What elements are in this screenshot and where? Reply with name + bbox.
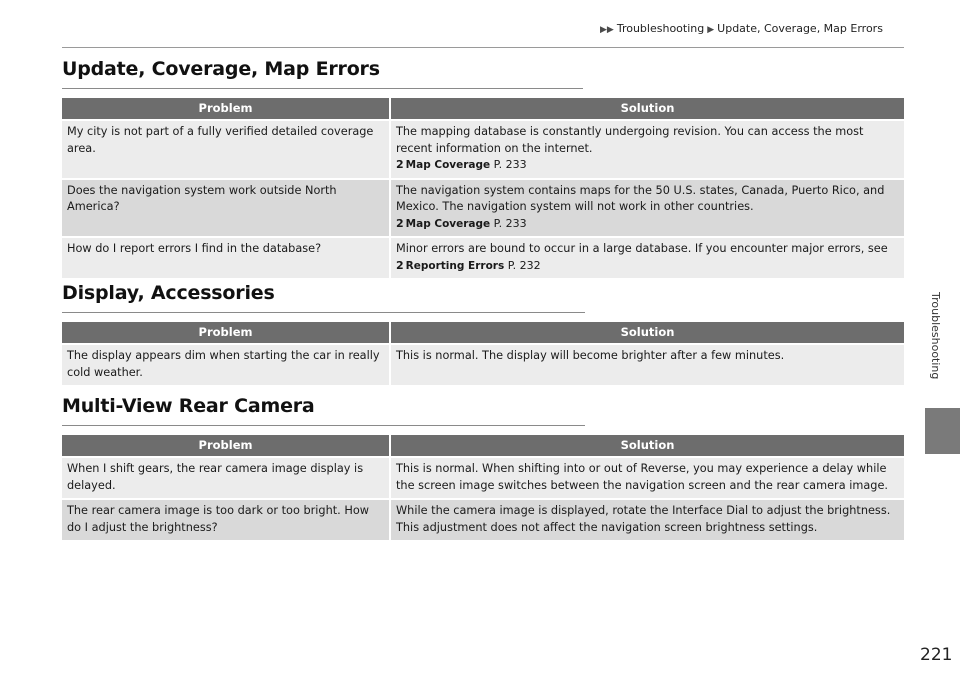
reference-arrow-icon: 2 (396, 158, 404, 171)
table-row (62, 120, 904, 179)
section-title-divider (62, 88, 583, 89)
cross-reference-link[interactable] (396, 258, 899, 275)
solution-cell (390, 120, 904, 179)
header-divider (62, 47, 904, 48)
solution-cell (390, 179, 904, 238)
table-row (62, 499, 904, 540)
problem-cell: The display appears dim when starting the car in really cold weather. (62, 344, 390, 385)
solution-cell (390, 237, 904, 278)
solution-text: The mapping database is constantly undergoing revision. You can access the most recent information on the internet. (396, 125, 864, 155)
section-title-display-accessories: Display, Accessories (62, 282, 275, 304)
table-row (62, 344, 904, 385)
table-row (62, 179, 904, 238)
table-header-row (62, 435, 904, 457)
problem-cell: Does the navigation system work outside North America? (62, 179, 390, 238)
problem-cell: My city is not part of a fully verified detailed coverage area. (62, 120, 390, 179)
cross-reference-link[interactable] (396, 216, 899, 233)
column-header-problem: Problem (62, 322, 390, 344)
column-header-problem: Problem (62, 435, 390, 457)
solution-cell: This is normal. When shifting into or out of Reverse, you may experience a delay while the screen image switches between the navigation screen and the rear camera image. (390, 457, 904, 499)
problem-cell: When I shift gears, the rear camera image display is delayed. (62, 457, 390, 499)
troubleshooting-table-update-coverage (62, 98, 904, 278)
solution-cell: While the camera image is displayed, rotate the Interface Dial to adjust the brightness. This adjustment does not affect the navigation screen brightness settings. (390, 499, 904, 540)
troubleshooting-table-display-accessories (62, 322, 904, 385)
section-title-divider (62, 312, 585, 313)
breadcrumb-arrow-icon: ▶ (707, 25, 715, 35)
column-header-solution: Solution (390, 98, 904, 120)
solution-cell: This is normal. The display will become brighter after a few minutes. (390, 344, 904, 385)
problem-cell: How do I report errors I find in the database? (62, 237, 390, 278)
reference-page: P. 233 (493, 158, 527, 171)
table-header-row (62, 322, 904, 344)
breadcrumb-arrow-icon: ▶▶ (600, 25, 614, 35)
breadcrumb-item-troubleshooting[interactable]: Troubleshooting (616, 22, 705, 35)
breadcrumb (600, 22, 886, 35)
table-row (62, 237, 904, 278)
reference-arrow-icon: 2 (396, 258, 404, 272)
section-title-rear-camera: Multi-View Rear Camera (62, 395, 315, 417)
side-tab-marker (925, 408, 960, 454)
reference-title: Map Coverage (405, 217, 491, 230)
section-title-update-coverage: Update, Coverage, Map Errors (62, 58, 380, 80)
column-header-solution: Solution (390, 435, 904, 457)
reference-arrow-icon: 2 (396, 216, 404, 230)
column-header-problem: Problem (62, 98, 390, 120)
section-title-divider (62, 425, 585, 426)
reference-title: Reporting Errors (405, 259, 505, 272)
reference-title: Map Coverage (405, 159, 491, 171)
solution-text: The navigation system contains maps for the 50 U.S. states, Canada, Puerto Rico, and Mexico. The navigation system will not work in other countries. (396, 183, 885, 213)
side-tab-label[interactable]: Troubleshooting (929, 292, 942, 380)
troubleshooting-table-rear-camera (62, 435, 904, 540)
table-header-row (62, 98, 904, 120)
column-header-solution: Solution (390, 322, 904, 344)
problem-cell: The rear camera image is too dark or too bright. How do I adjust the brightness? (62, 499, 390, 540)
table-row (62, 457, 904, 499)
solution-text: Minor errors are bound to occur in a large database. If you encounter major errors, see (396, 242, 888, 255)
page-number: 221 (920, 645, 953, 665)
reference-page: P. 233 (493, 216, 527, 230)
cross-reference-link[interactable] (396, 157, 899, 174)
breadcrumb-item-current: Update, Coverage, Map Errors (717, 22, 883, 35)
reference-page: P. 232 (507, 258, 541, 272)
